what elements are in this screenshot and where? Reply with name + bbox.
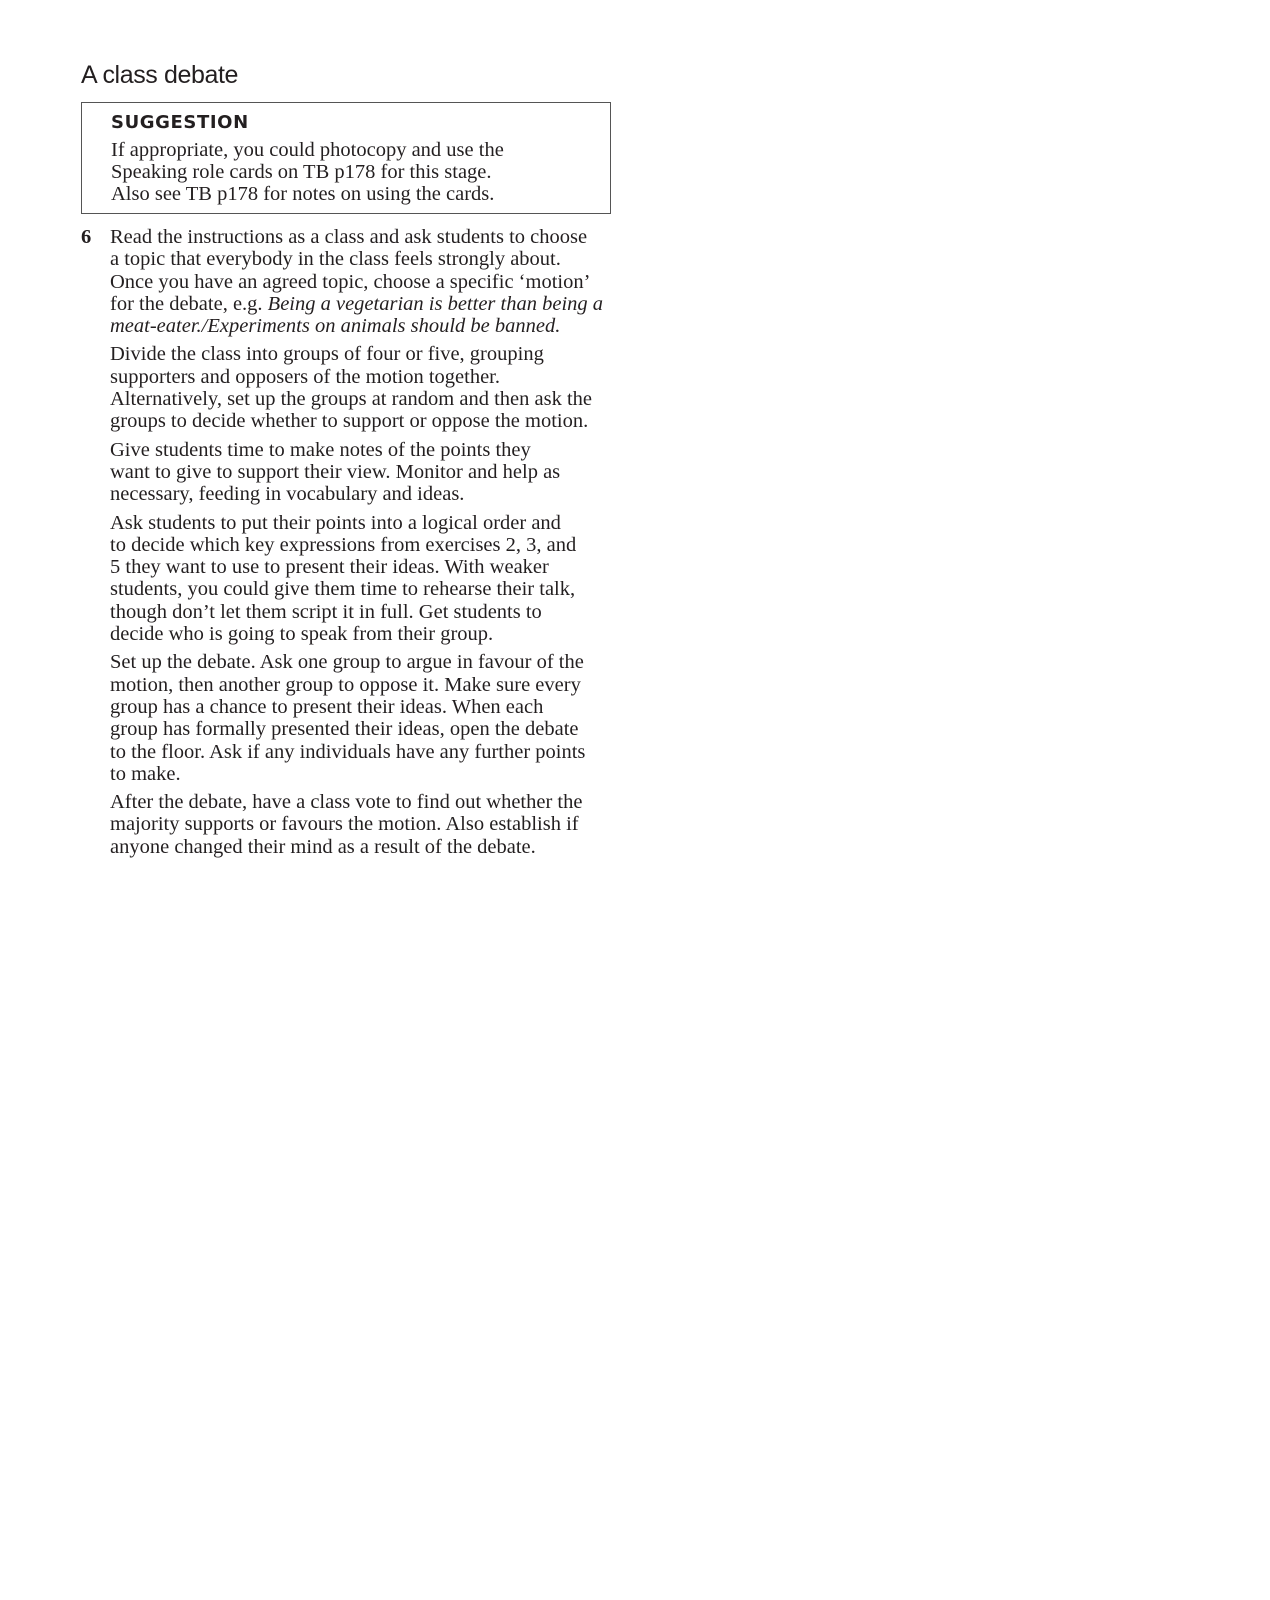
- paragraph-line: motion, then another group to oppose it. Make sure every: [110, 673, 581, 696]
- exercise-paragraph-5: [110, 651, 611, 785]
- document-page: [81, 58, 611, 864]
- suggestion-line: If appropriate, you could photocopy and use the: [111, 139, 504, 161]
- example-motion-text: meat-eater./Experiments on animals should be banned.: [110, 315, 561, 338]
- paragraph-line: majority supports or favours the motion. Also establish if: [110, 813, 579, 836]
- paragraph-line: to the floor. Ask if any individuals have any further points: [110, 740, 586, 763]
- suggestion-line: Speaking role cards on TB p178 for this stage.: [111, 161, 492, 183]
- exercise-6: [81, 226, 611, 858]
- exercise-number: 6: [81, 226, 92, 248]
- suggestion-line: Also see TB p178 for notes on using the cards.: [111, 183, 495, 205]
- paragraph-line: to make.: [110, 762, 181, 785]
- paragraph-line: though don’t let them script it in full. Get students to: [110, 600, 542, 623]
- suggestion-text: [111, 139, 594, 205]
- paragraph-line: Divide the class into groups of four or five, grouping: [110, 343, 544, 366]
- paragraph-line: want to give to support their view. Monitor and help as: [110, 460, 561, 483]
- suggestion-box: [81, 102, 611, 214]
- paragraph-line: decide who is going to speak from their group.: [110, 623, 494, 646]
- suggestion-title: SUGGESTION: [111, 112, 249, 133]
- example-motion-text: Being a vegetarian is better than being a: [267, 292, 604, 315]
- paragraph-line: to decide which key expressions from exercises 2, 3, and: [110, 533, 577, 556]
- exercise-paragraph-3: [110, 439, 611, 506]
- paragraph-line: group has a chance to present their ideas. When each: [110, 695, 544, 718]
- paragraph-line: Once you have an agreed topic, choose a specific ‘motion’: [110, 270, 591, 293]
- paragraph-line: necessary, feeding in vocabulary and ideas.: [110, 483, 465, 506]
- exercise-paragraph-6: [110, 791, 611, 858]
- exercise-paragraph-4: [110, 512, 611, 646]
- exercise-paragraph-2: [110, 343, 611, 432]
- section-heading: A class debate: [81, 61, 239, 89]
- paragraph-line: Set up the debate. Ask one group to argue in favour of the: [110, 651, 584, 674]
- paragraph-line: Give students time to make notes of the points they: [110, 438, 531, 461]
- paragraph-line: anyone changed their mind as a result of the debate.: [110, 835, 536, 858]
- paragraph-line: Alternatively, set up the groups at random and then ask the: [110, 388, 593, 411]
- paragraph-line: After the debate, have a class vote to find out whether the: [110, 791, 583, 814]
- paragraph-line: group has formally presented their ideas, open the debate: [110, 718, 579, 741]
- paragraph-line: a topic that everybody in the class feels strongly about.: [110, 248, 561, 271]
- paragraph-line: students, you could give them time to rehearse their talk,: [110, 578, 576, 601]
- paragraph-line: [110, 293, 611, 315]
- paragraph-line: supporters and opposers of the motion together.: [110, 365, 501, 388]
- paragraph-line: 5 they want to use to present their ideas. With weaker: [110, 556, 549, 579]
- paragraph-line: Ask students to put their points into a logical order and: [110, 511, 561, 534]
- paragraph-text: for the debate, e.g.: [110, 292, 268, 315]
- paragraph-line: Read the instructions as a class and ask students to choose: [110, 226, 588, 248]
- exercise-paragraph-1: [110, 226, 611, 337]
- paragraph-line: groups to decide whether to support or oppose the motion.: [110, 410, 589, 433]
